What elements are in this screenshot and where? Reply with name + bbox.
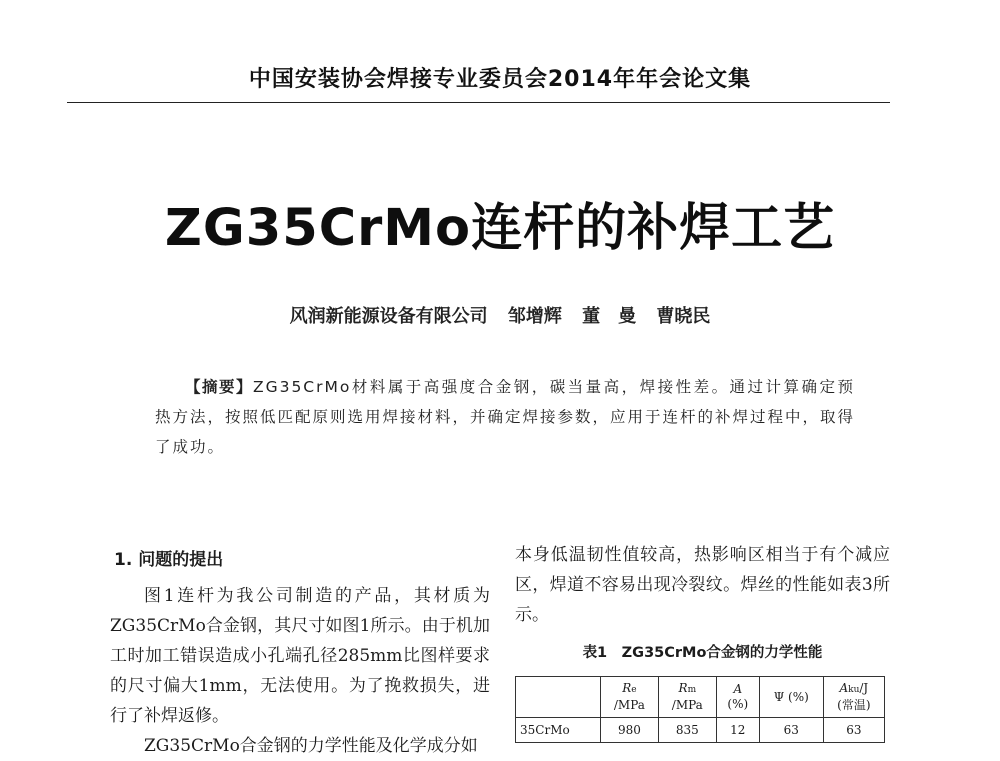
running-head: 中国安装协会焊接专业委员会2014年年会论文集 (248, 67, 752, 92)
abstract (155, 372, 855, 462)
table-header-row (516, 677, 885, 718)
table-header-cell: Aku/J (常温) (823, 677, 884, 718)
table-header-cell: Re /MPa (600, 677, 658, 718)
header-rule (67, 102, 890, 103)
author-name: 曹晓民 (656, 306, 711, 327)
table-cell: 980 (600, 718, 658, 743)
table-header-cell: A (%) (716, 677, 759, 718)
abstract-label: 【摘要】 (185, 377, 253, 396)
table-caption: 表1 ZG35CrMo合金钢的力学性能 (582, 645, 823, 661)
table-header-cell: Rm /MPa (658, 677, 716, 718)
table-cell: 35CrMo (516, 718, 601, 743)
body-paragraph: ZG35CrMo合金钢的力学性能及化学成分如 (144, 736, 478, 756)
author-name: 董 曼 (582, 306, 637, 327)
author-name: 邹增辉 (507, 306, 562, 327)
body-paragraph: 本身低温韧性值较高，热影响区相当于有个减应区，焊道不容易出现冷裂纹。焊丝的性能如表3所示。 (515, 545, 890, 625)
table-header-cell: Ψ (%) (759, 677, 823, 718)
body-paragraph: 图1连杆为我公司制造的产品，其材质为ZG35CrMo合金钢，其尺寸如图1所示。由于机加工时加工错误造成小孔端孔径285mm比图样要求的尺寸偏大1mm，无法使用。为了挽救损失，进行了补焊返修。 (110, 586, 490, 726)
right-column (515, 540, 890, 743)
abstract-text: ZG35CrMo材料属于高强度合金钢，碳当量高，焊接性差。通过计算确定预热方法，按照低匹配原则选用焊接材料，并确定焊接参数，应用于连杆的补焊过程中，取得了成功。 (155, 378, 856, 456)
paper-title: ZG35CrMo连杆的补焊工艺 (164, 199, 836, 258)
table-header-cell (516, 677, 601, 718)
section-heading: 1. 问题的提出 (114, 550, 224, 570)
mechanical-properties-table (515, 676, 885, 743)
table-cell: 12 (716, 718, 759, 743)
table-cell: 63 (759, 718, 823, 743)
table-row (516, 718, 885, 743)
author-organization: 风润新能源设备有限公司 (289, 306, 488, 327)
authors-line (0, 302, 1000, 328)
table-cell: 835 (658, 718, 716, 743)
table-cell: 63 (823, 718, 884, 743)
left-column (110, 545, 490, 761)
